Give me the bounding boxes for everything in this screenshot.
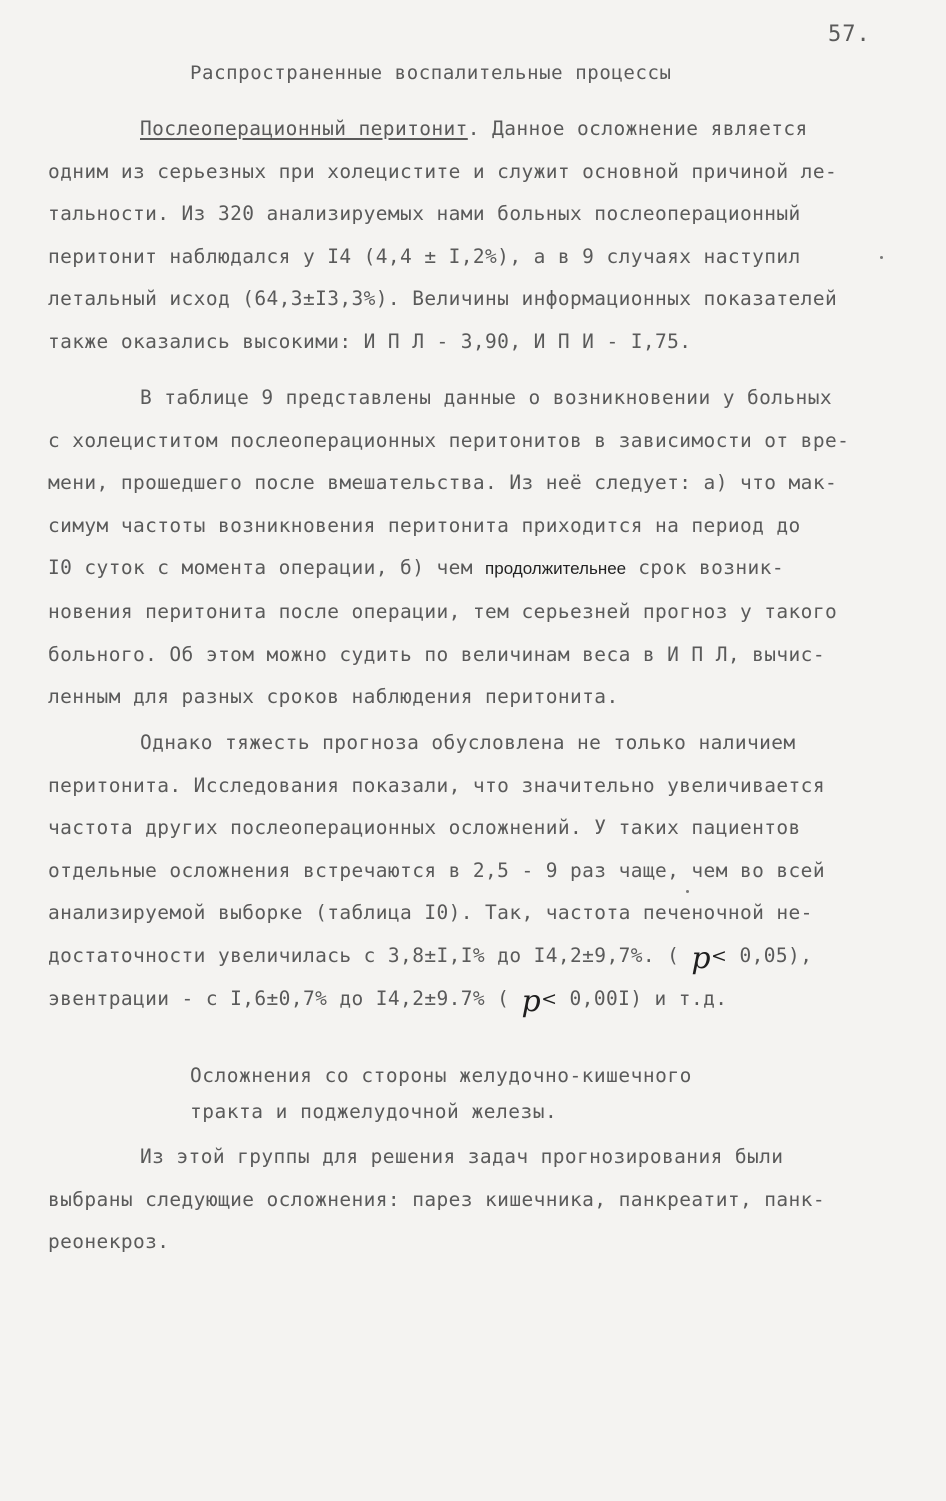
section-heading: Распространенные воспалительные процессы xyxy=(190,62,672,84)
paragraph-line: выбраны следующие осложнения: парез кишечника, панкреатит, панк- xyxy=(48,1187,825,1211)
paragraph-line: Из этой группы для решения задач прогнозирования были xyxy=(140,1145,784,1168)
paragraph-line: ленным для разных сроков наблюдения перитонита. xyxy=(48,685,619,709)
paragraph-prognosis xyxy=(48,722,908,1020)
paragraph-line: анализируемой выборке (таблица I0). Так, частота печеночной не- xyxy=(48,901,813,925)
paragraph-line: I0 суток с момента операции, б) чем продолжительнее срок возник- xyxy=(48,556,784,580)
paragraph-complications xyxy=(48,1136,908,1264)
scan-speck xyxy=(880,256,883,259)
paragraph-line: новения перитонита после операции, тем серьезней прогноз у такого xyxy=(48,599,838,623)
paragraph-line: Однако тяжесть прогноза обусловлена не только наличием xyxy=(140,731,796,754)
paragraph-line: отдельные осложнения встречаются в 2,5 - 9 раз чаще, чем во всей xyxy=(48,858,825,882)
p-value-symbol: p xyxy=(691,940,712,976)
paragraph-line: симум частоты возникновения перитонита приходится на период до xyxy=(48,513,801,537)
paragraph-line: В таблице 9 представлены данные о возникновении у больных xyxy=(140,386,832,409)
page-number: 57. xyxy=(828,22,871,47)
inserted-word: продолжительнее xyxy=(485,559,627,579)
paragraph-line: мени, прошедшего после вмешательства. Из неё следует: а) что мак- xyxy=(48,471,838,495)
paragraph-line: перитонит наблюдался у I4 (4,4 ± I,2%), а в 9 случаях наступил xyxy=(48,244,801,268)
paragraph-line: Послеоперационный перитонит. Данное осложнение является xyxy=(140,117,808,140)
scan-speck xyxy=(686,890,689,893)
paragraph-line: эвентрации - с I,6±0,7% до I4,2±9.7% ( p< 0,00I) и т.д. xyxy=(48,983,728,1019)
paragraph-table-9 xyxy=(48,377,908,719)
underlined-term: Послеоперационный перитонит xyxy=(140,117,468,140)
paragraph-peritonitis xyxy=(48,108,908,364)
paragraph-line: перитонита. Исследования показали, что значительно увеличивается xyxy=(48,773,825,797)
p-value-symbol: p xyxy=(521,983,542,1019)
paragraph-line: одним из серьезных при холецистите и служит основной причиной ле- xyxy=(48,159,838,183)
paragraph-line: достаточности увеличилась с 3,8±I,I% до I4,2±9,7%. ( p< 0,05), xyxy=(48,940,813,976)
paragraph-line: частота других послеоперационных осложнений. У таких пациентов xyxy=(48,816,801,840)
paragraph-line: с холециститом послеоперационных перитонитов в зависимости от вре- xyxy=(48,428,850,452)
paragraph-line: больного. Об этом можно судить по величинам веса в И П Л, вычис- xyxy=(48,642,825,666)
paragraph-line: также оказались высокими: И П Л - 3,90, И П И - I,75. xyxy=(48,329,692,353)
paragraph-line: тальности. Из 320 анализируемых нами больных послеоперационный xyxy=(48,202,801,226)
paragraph-line: реонекроз. xyxy=(48,1230,170,1254)
subsection-heading: Осложнения со стороны желудочно-кишечного тракта и поджелудочной железы. xyxy=(190,1064,692,1123)
paragraph-line: летальный исход (64,3±I3,3%). Величины информационных показателей xyxy=(48,287,838,311)
